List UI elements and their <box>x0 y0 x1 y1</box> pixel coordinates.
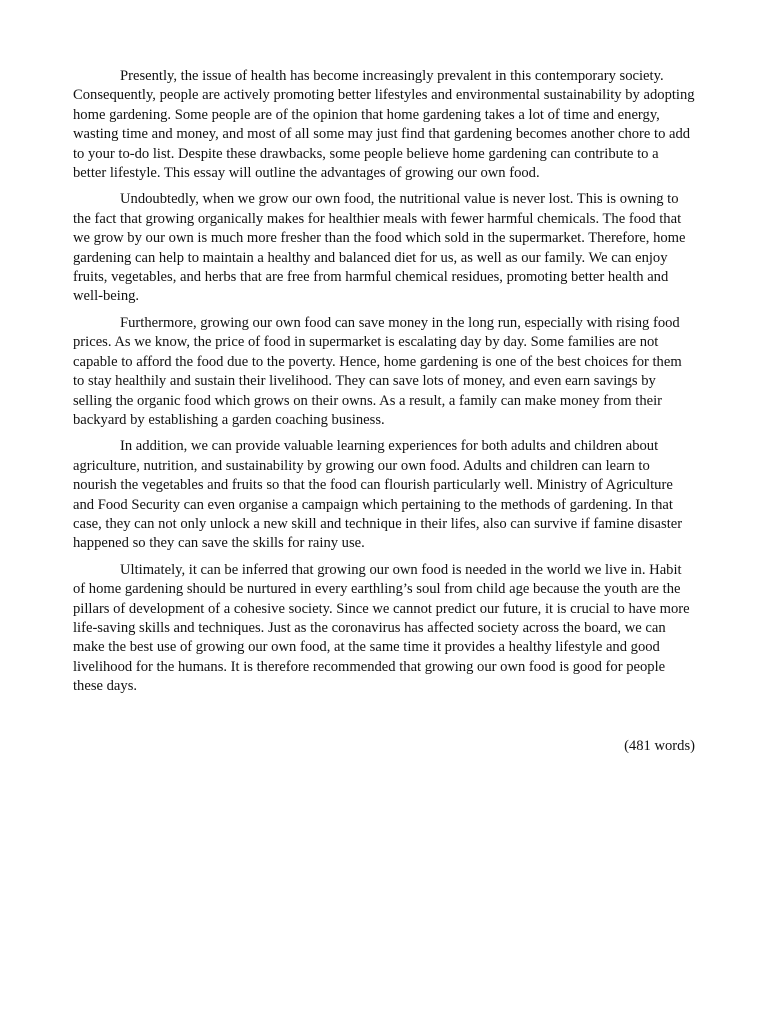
word-count: (481 words) <box>624 737 695 754</box>
essay-paragraph-intro: Presently, the issue of health has become increasingly prevalent in this contemporary society. Consequently, people are actively promoting better lifestyles and environmental sustainability by adopting home gardening. Some people are of the opinion that home gardening takes a lot of time and energy, wasting time and money, and most of all some may just find that gardening becomes another chore to add to your to-do list. Despite these drawbacks, some people believe home gardening can contribute to a better lifestyle. This essay will outline the advantages of growing our own food. <box>73 68 695 182</box>
essay-paragraph-learning: In addition, we can provide valuable learning experiences for both adults and children about agriculture, nutrition, and sustainability by growing our own food. Adults and children can learn to nourish the vegetables and fruits so that the food can flourish particularly well. Ministry of Agriculture and Food Security can even organise a campaign which pertaining to the methods of gardening. In that case, they can not only unlock a new skill and technique in their lifes, also can survive if famine disaster happened so they can save the skills for rainy use. <box>73 438 683 552</box>
essay-paragraph-conclusion: Ultimately, it can be inferred that growing our own food is needed in the world we live in. Habit of home gardening should be nurtured in every earthling’s soul from child age because the youth are the pillars of development of a cohesive society. Since we cannot predict our future, it is crucial to have more life-saving skills and techniques. Just as the coronavirus has affected society across the board, we can make the best use of growing our own food, at the same time it provides a healthy lifestyle and good livelihood for the humans. It is therefore recommended that growing our own food is good for people these days. <box>73 561 690 695</box>
essay-paragraph-savings: Furthermore, growing our own food can save money in the long run, especially with rising food prices. As we know, the price of food in supermarket is escalating day by day. Some families are not capable to afford the food due to the poverty. Hence, home gardening is one of the best choices for them to stay healthily and sustain their livelihood. They can save lots of money, and even earn savings by selling the organic food which grows on their owns. As a result, a family can make money from their backyard by establishing a garden coaching business. <box>73 314 682 428</box>
essay-page <box>73 67 695 756</box>
essay-paragraph-nutrition: Undoubtedly, when we grow our own food, the nutritional value is never lost. This is owning to the fact that growing organically makes for healthier meals with fewer harmful chemicals. The food that we grow by our own is much more fresher than the food which sold in the supermarket. Therefore, home gardening can help to maintain a healthy and balanced diet for us, as well as our family. We can enjoy fruits, vegetables, and herbs that are free from harmful chemical residues, promoting better health and well-being. <box>73 191 686 305</box>
